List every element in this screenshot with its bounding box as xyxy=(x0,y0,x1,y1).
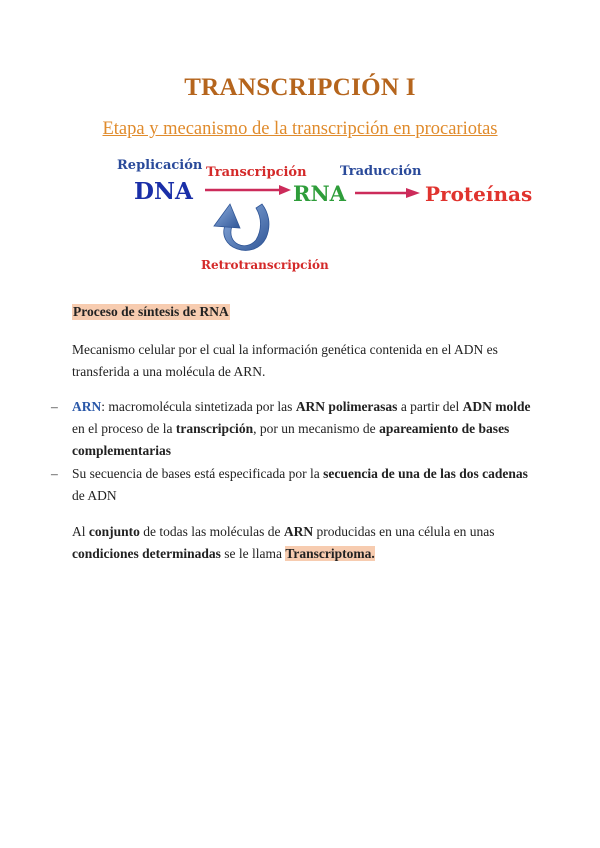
list-item: – ARN: macromolécula sintetizada por las ARN polimerasas a partir del ADN molde en el proceso de la transcripción, por un mecanismo de apareamiento de bases complementarias xyxy=(72,396,532,462)
label-rna: RNA xyxy=(293,181,346,206)
reverse-transcription-arrow xyxy=(214,204,269,250)
label-traduccion: Traducción xyxy=(340,164,422,179)
list-item: – Su secuencia de bases está especificada por la secuencia de una de las dos cadenas de ADN xyxy=(72,463,532,507)
paragraph-definition: Mecanismo celular por el cual la información genética contenida en el ADN es transferida a una molécula de ARN. xyxy=(72,342,498,379)
highlight-transcriptoma: Transcriptoma. xyxy=(285,546,375,561)
translation-arrow xyxy=(355,188,420,198)
central-dogma-diagram xyxy=(0,0,600,300)
label-retrotranscripcion: Retrotranscripción xyxy=(201,258,329,272)
transcription-arrow xyxy=(205,185,291,195)
label-replicacion: Replicación xyxy=(117,158,203,173)
term-arn: ARN xyxy=(72,399,102,414)
paragraph-transcriptoma: Al conjunto de todas las moléculas de ARN producidas en una célula en unas condiciones determinadas se le llama Transcriptoma. xyxy=(72,524,495,561)
label-transcripcion: Transcripción xyxy=(206,165,307,180)
bullet-dash: – xyxy=(51,466,58,481)
page-title: TRANSCRIPCIÓN I xyxy=(184,74,416,101)
label-proteinas: Proteínas xyxy=(425,182,533,206)
section-heading: Proceso de síntesis de RNA xyxy=(73,304,229,319)
page-subtitle: Etapa y mecanismo de la transcripción en procariotas xyxy=(102,119,498,139)
bullet-dash: – xyxy=(51,399,58,414)
label-dna: DNA xyxy=(134,178,193,205)
